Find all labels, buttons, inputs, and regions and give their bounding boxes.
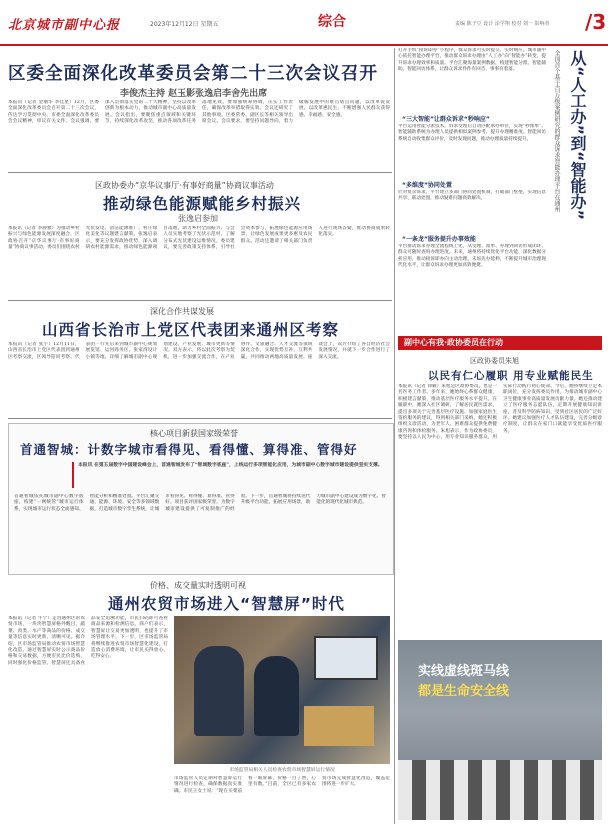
inspector-figure <box>194 646 244 736</box>
page-number: /3 <box>585 10 607 34</box>
safety-ad <box>398 640 602 820</box>
story3-kicker: 深化合作共谋发展 <box>150 307 214 316</box>
section-label: 综合 <box>300 10 364 34</box>
story5-kicker: 价格、成交量实时透明可视 <box>150 581 246 590</box>
sidebar-subhead-3: “一条龙”服务提升办事效能 <box>402 236 476 243</box>
story2-byline: 张逸启参加 <box>178 214 218 223</box>
produce-stall <box>304 706 374 746</box>
masthead-title: 北京城市副中心报 <box>8 18 121 33</box>
lead-body: 本报讯（记者 金丽华 李佳星）12月，区委全面深化改革委员会召开第二十三次会议，传达学习贯彻中央、市委全面深化改革委员会会议精神，审议有关文件。会议强调，要深入贯彻落实党的二十大精神，坚持以改革创新为根本动力，推动城市副中心高质量发展。会议指出，要聚焦重点领域和关键环节，持续深化改革攻坚，推动各项改革任务落地见效。要加强统筹协调，压实工作责任，确保改革举措取得实效。会议还研究了其他事项。区委常委、副区长等相关领导出席会议。会议要求，要坚持问题导向，着力破解发展中的难点堵点问题，以改革促发展、以改革惠民生，不断增强人民群众获得感、幸福感、安全感。 <box>8 100 390 125</box>
ad-line-2: 都是生命安全线 <box>418 684 510 699</box>
masthead <box>0 0 608 46</box>
story3-body: 本报讯（记者 张宇）12月11日，山西省长治市上党区代表团到通州区考察交流，区领导陪同考察。代表团一行先后来到城市副中心规划展览馆、运河商务区、张家湾设计小镇等地，详细了解城市副中心规划建设、产业发展、城市更新等情况。双方表示，将以此次考察为契机，进一步加强交流合作，在产业协作、文旅融合、人才交流等领域深化合作，实现优势互补、互利共赢，共同推动两地高质量发展。座谈会上，双方介绍了各自经济社会发展情况，并就下一步合作进行了深入交流。 <box>8 342 390 360</box>
sidebar-subhead-2: “多维度”协同处置 <box>402 182 452 189</box>
story2-headline: 推动绿色能源赋能乡村振兴 <box>103 195 302 213</box>
inspector-figure <box>254 656 299 736</box>
story5-body-cont: 市场监管人员定期对智慧屏运行情况进行检查，确保数据真实准确。市民王女士说：“现在买菜前看一眼屏幕，价格一目了然，心里有数。”目前，全区已有多家农贸市场完成智慧化改造，覆盖范围将进一步扩大。 <box>174 776 390 794</box>
editor-credits: 责编 陈子豆 设计 涂学翔 校对 刘一 影响者 <box>455 21 550 27</box>
column-divider <box>394 48 395 824</box>
sidebar-intro: 打开手机“接诉即办”小程序，群众诉求可实时提交、实时响应。城市副中心依托智能办理平台，推动群众诉求办理由“人工办”向“智能办”转变，提升诉求办理效率和质量。平台汇聚海量案例数据，构建智能分派、智能辅助、智能回访体系，让群众诉求件件有回音、事事有着落。 <box>398 48 546 73</box>
sidebar-vertical-headline: 从“人工办”到“智能办” <box>568 50 587 221</box>
divider <box>8 418 392 419</box>
sidebar-vertical-sub: 全国首个基于百万级案例研究的群众诉求智能办理平台在通州 <box>553 50 560 212</box>
sidebar-banner-body: 本报讯（记者 徐颖）朱旭是区政协委员，也是一名医务工作者。多年来，她始终心系群众健康，积极建言献策，推动基层医疗服务水平提升。在履职中，她深入社区调研，了解居民就医需求，提出多项关于完善基层医疗设施、加强家庭医生签约服务的建议，得到相关部门采纳。她还积极组织义诊活动，为老年人、困难群众提供免费健康咨询和体检服务。朱旭表示，作为政协委员，要坚持以人民为中心，用专业知识服务群众，用实际行动践行初心使命。今后，她将继续立足本职岗位，充分发挥委员作用，为推动城市副中心卫生健康事业高质量发展贡献力量。她还推动建立了医疗服务志愿队伍，定期开展健康知识讲座，普及科学防病知识，受到社区居民的广泛好评。她建议加强医疗人才队伍建设，完善分级诊疗制度，让群众在家门口就能享受优质医疗服务。 <box>398 384 602 441</box>
story2-kicker: 区政协委办“京华议事厅·有事好商量”协商议事活动 <box>95 181 274 190</box>
story4-body: 首通智城依托城市副中心数字底座，构建“一网统管”城市运行体系，实现城市运行状态全面感知、智能分析和精准处置。平台汇聚交通、能源、环境、安全等多领域数据，打造城市数字孪生系统，让城市看得见、看得懂、算得准、管得好。项目获评国家级荣誉，为数字城市建设提供了可复制推广的经验。下一步，首通智城将持续迭代升级平台功能，拓展应用场景，助力城市副中心建设成为数字化、智能化的现代化城市典范。 <box>14 494 386 512</box>
smart-screen <box>314 636 378 680</box>
story3-headline: 山西省长治市上党区代表团来通州区考察 <box>42 321 340 339</box>
photo-caption: 市场监管局相关人员检查农贸市场智慧屏运行情况 <box>229 768 335 773</box>
sidebar-banner-title: 以民有仁心履职 用专业赋能民生 <box>428 370 594 382</box>
sidebar-subhead-1: “三大智能”让群众诉求“秒响应” <box>402 116 490 123</box>
masthead-date: 2023年12月12日 星期五 <box>150 21 219 28</box>
sidebar-body-3: 平台推动诉求办理全流程线上化，从受理、派单、办理到回访形成闭环，群众可随时查询办理进度。未来，通州将持续优化平台功能，深化数据分析应用，推动接诉即办向主动治理、未诉先办延伸，不断提升城市治理现代化水平，让群众诉求办理更加高效便捷。 <box>398 244 546 269</box>
sidebar-banner-kicker: 区政协委员朱旭 <box>470 357 519 365</box>
story5-body: 本报讯（记者 牛宁）走进通州区的农贸市场，一块块智慧屏格外醒目，蔬菜、肉类、水产等商品的价格、成交量等信息实时更新，清晰可见。据介绍，区市场监管局推动农贸市场智慧化改造，通过智慧屏实时公示商品价格和交易数据，方便市民比价选购，同时强化价格监管。智慧屏还具备食品安全追溯功能，市民扫码即可查看商品来源和检测信息。商户们表示，智慧屏让交易更加透明，也提升了市场管理水平。下一步，区市场监管局将继续推进农贸市场智慧化建设，打造放心消费环境，让市民买得放心、吃得安心。 <box>8 616 168 666</box>
story4-kicker: 核心项目新获国家级荣誉 <box>150 429 238 438</box>
sidebar-body-2: 针对复杂诉求，平台建立多部门协同处置机制，打破部门壁垒，实现信息共享、联动处置，推动疑难问题高效解决。 <box>398 190 546 202</box>
zebra-crossing-graphic <box>398 760 602 820</box>
lead-subtitle: 李俊杰主持 赵玉影张逸启李舍先出席 <box>120 89 268 99</box>
story5-headline: 通州农贸市场进入“智慧屏”时代 <box>108 595 345 613</box>
sidebar-banner: 副中心有我·政协委员在行动 <box>398 336 602 350</box>
divider <box>8 300 392 301</box>
sidebar-body-1: 平台运用智能分派技术，诉求受理后自动匹配承办单位，实现“秒派单”。智能辅助系统为办理人员提供相似案例参考，提升办理精准度。智能回访系统自动收集群众评价，及时发现问题，推动办理质量持续提升。 <box>398 124 546 142</box>
lead-headline: 区委全面深化改革委员会第二十三次会议召开 <box>8 64 378 84</box>
ad-line-1: 实线虚线斑马线 <box>418 664 510 679</box>
divider <box>8 172 392 173</box>
market-photo <box>174 616 390 764</box>
story2-body: 本报讯（记者 李静雅）为推动乡村振兴与绿色能源发展深度融合，区政协召开“京华议事厅·有事好商量”协商议事活动。委员们围绕农村光伏发电、清洁能源推广、村庄绿化美化等议题建言献策。张逸启表示，要充分发挥政协优势，深入调研农村能源需求，推动绿色能源项目落地，助力乡村全面振兴。与会人员实地考察了光伏示范村，了解分布式光伏建设运维情况。委员建议，要完善政策支持体系，引导社会资本参与，拓展绿色能源应用场景，让绿色发展成果更多惠及农民群众。活动还邀请了相关部门负责人进行现场答疑，推动协商成果转化落实。 <box>8 226 390 251</box>
story4-headline: 首通智城：计数字城市看得见、看得懂、算得准、管得好 <box>20 442 358 457</box>
story4-summary: 本报讯 在第五届数字中国建设峰会上，首通智城发布了“智城数字底座”，上线运行多项智能化应用，为城市副中心数字城市建设提供坚实支撑。 <box>72 462 390 488</box>
